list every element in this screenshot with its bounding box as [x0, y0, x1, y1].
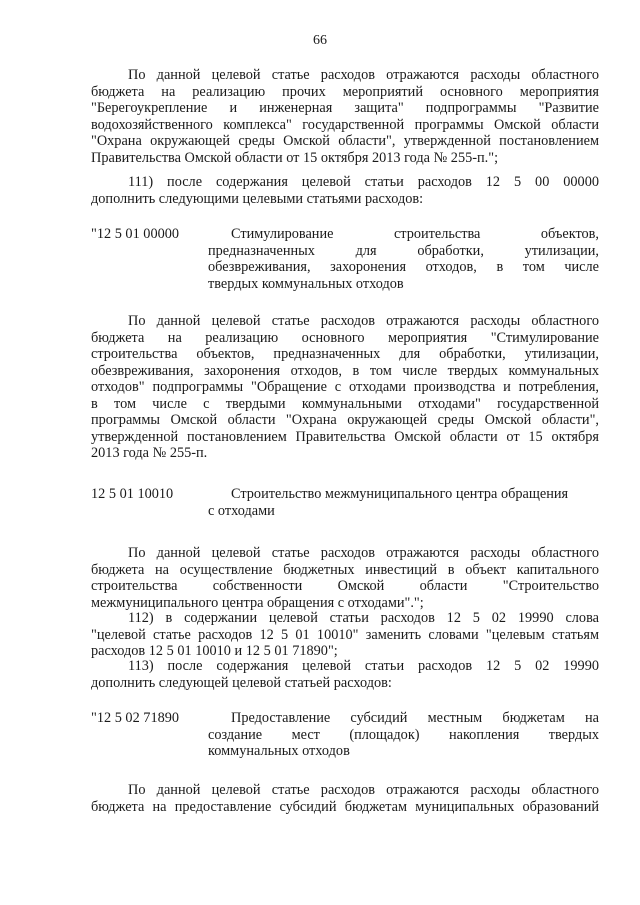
text-line: строительства объектов, предназначенных для обработки, утилизации,: [91, 346, 599, 362]
text-line: межмуниципального центра обращения с отходами".";: [91, 594, 424, 611]
text-line: отходов" подпрограммы "Обращение с отходами производства и потребления,: [91, 379, 599, 395]
text-line: расходов 12 5 01 10010 и 12 5 01 71890";: [91, 643, 338, 659]
text-line: Строительство межмуниципального центра обращения: [231, 486, 569, 502]
text-line: 2013 года № 255-п.: [91, 445, 208, 461]
text-line: утвержденной постановлением Правительства Омской области от 15 октября: [91, 428, 599, 445]
budget-code: "12 5 01 00000: [91, 226, 180, 242]
code-description: [208, 486, 599, 519]
paragraph-7: [91, 782, 599, 815]
code-entry-12-5-01-00000: [91, 226, 599, 296]
text-line: обезвреживания, захоронения отходов, в том числе: [208, 259, 599, 275]
text-line: "Берегоукрепление и инженерная защита" подпрограммы "Развитие: [91, 100, 599, 116]
text-line: 112) в содержании целевой статьи расходов 12 5 02 19990 слова: [128, 610, 599, 626]
text-line: 113) после содержания целевой статьи расходов 12 5 02 19990: [128, 658, 599, 674]
text-line: водохозяйственного комплекса" государственной программы Омской области: [91, 116, 599, 133]
text-line: "Охрана окружающей среды Омской области", утвержденной постановлением: [91, 133, 599, 149]
text-line: Предоставление субсидий местным бюджетам на: [231, 710, 599, 726]
text-line: бюджета на осуществление бюджетных инвестиций в объект капитального: [91, 561, 599, 578]
code-entry-12-5-02-71890: [91, 710, 599, 762]
text-line: дополнить следующей целевой статьей расходов:: [91, 674, 392, 691]
code-description: [208, 226, 599, 292]
text-line: твердых коммунальных отходов: [208, 275, 404, 292]
text-line: предназначенных для обработки, утилизации,: [208, 242, 599, 259]
budget-code: 12 5 01 10010: [91, 486, 174, 502]
text-line: По данной целевой статье расходов отражаются расходы областного: [128, 782, 599, 798]
text-line: коммунальных отходов: [208, 743, 350, 759]
text-line: бюджета на предоставление субсидий бюджетам муниципальных образований: [91, 798, 599, 815]
paragraph-item-111: [91, 174, 599, 207]
page-number: 66: [313, 33, 327, 48]
budget-code: "12 5 02 71890: [91, 710, 180, 726]
text-line: бюджета на реализацию основного мероприятия "Стимулирование: [91, 329, 599, 346]
paragraph-3: [91, 313, 599, 462]
text-line: с отходами: [208, 502, 275, 519]
paragraph-item-112: [91, 610, 599, 660]
text-line: в том числе с твердыми коммунальными отходами" государственной: [91, 395, 599, 412]
code-entry-12-5-01-10010: [91, 486, 599, 522]
text-line: бюджета на реализацию прочих мероприятий основного мероприятия: [91, 83, 599, 100]
text-line: программы Омской области "Охрана окружающей среды Омской области",: [91, 412, 599, 428]
text-line: 111) после содержания целевой статьи расходов 12 5 00 00000: [128, 174, 599, 190]
paragraph-1: [91, 67, 599, 166]
text-line: обезвреживания, захоронения отходов, в том числе твердых коммунальных: [91, 362, 599, 379]
text-line: По данной целевой статье расходов отражаются расходы областного: [128, 67, 599, 83]
text-line: Стимулирование строительства объектов,: [231, 226, 599, 242]
text-line: По данной целевой статье расходов отражаются расходы областного: [128, 545, 599, 561]
paragraph-4: [91, 545, 599, 611]
text-line: дополнить следующими целевыми статьями расходов:: [91, 190, 424, 207]
text-line: строительства собственности Омской области "Строительство: [91, 578, 599, 594]
text-line: создание мест (площадок) накопления твердых: [208, 726, 599, 743]
code-description: [208, 710, 599, 760]
text-line: По данной целевой статье расходов отражаются расходы областного: [128, 313, 599, 329]
text-line: Правительства Омской области от 15 октября 2013 года № 255-п.";: [91, 149, 499, 166]
text-line: "целевой статье расходов 12 5 01 10010" заменить словами "целевым статьям: [91, 626, 599, 643]
paragraph-item-113: [91, 658, 599, 691]
